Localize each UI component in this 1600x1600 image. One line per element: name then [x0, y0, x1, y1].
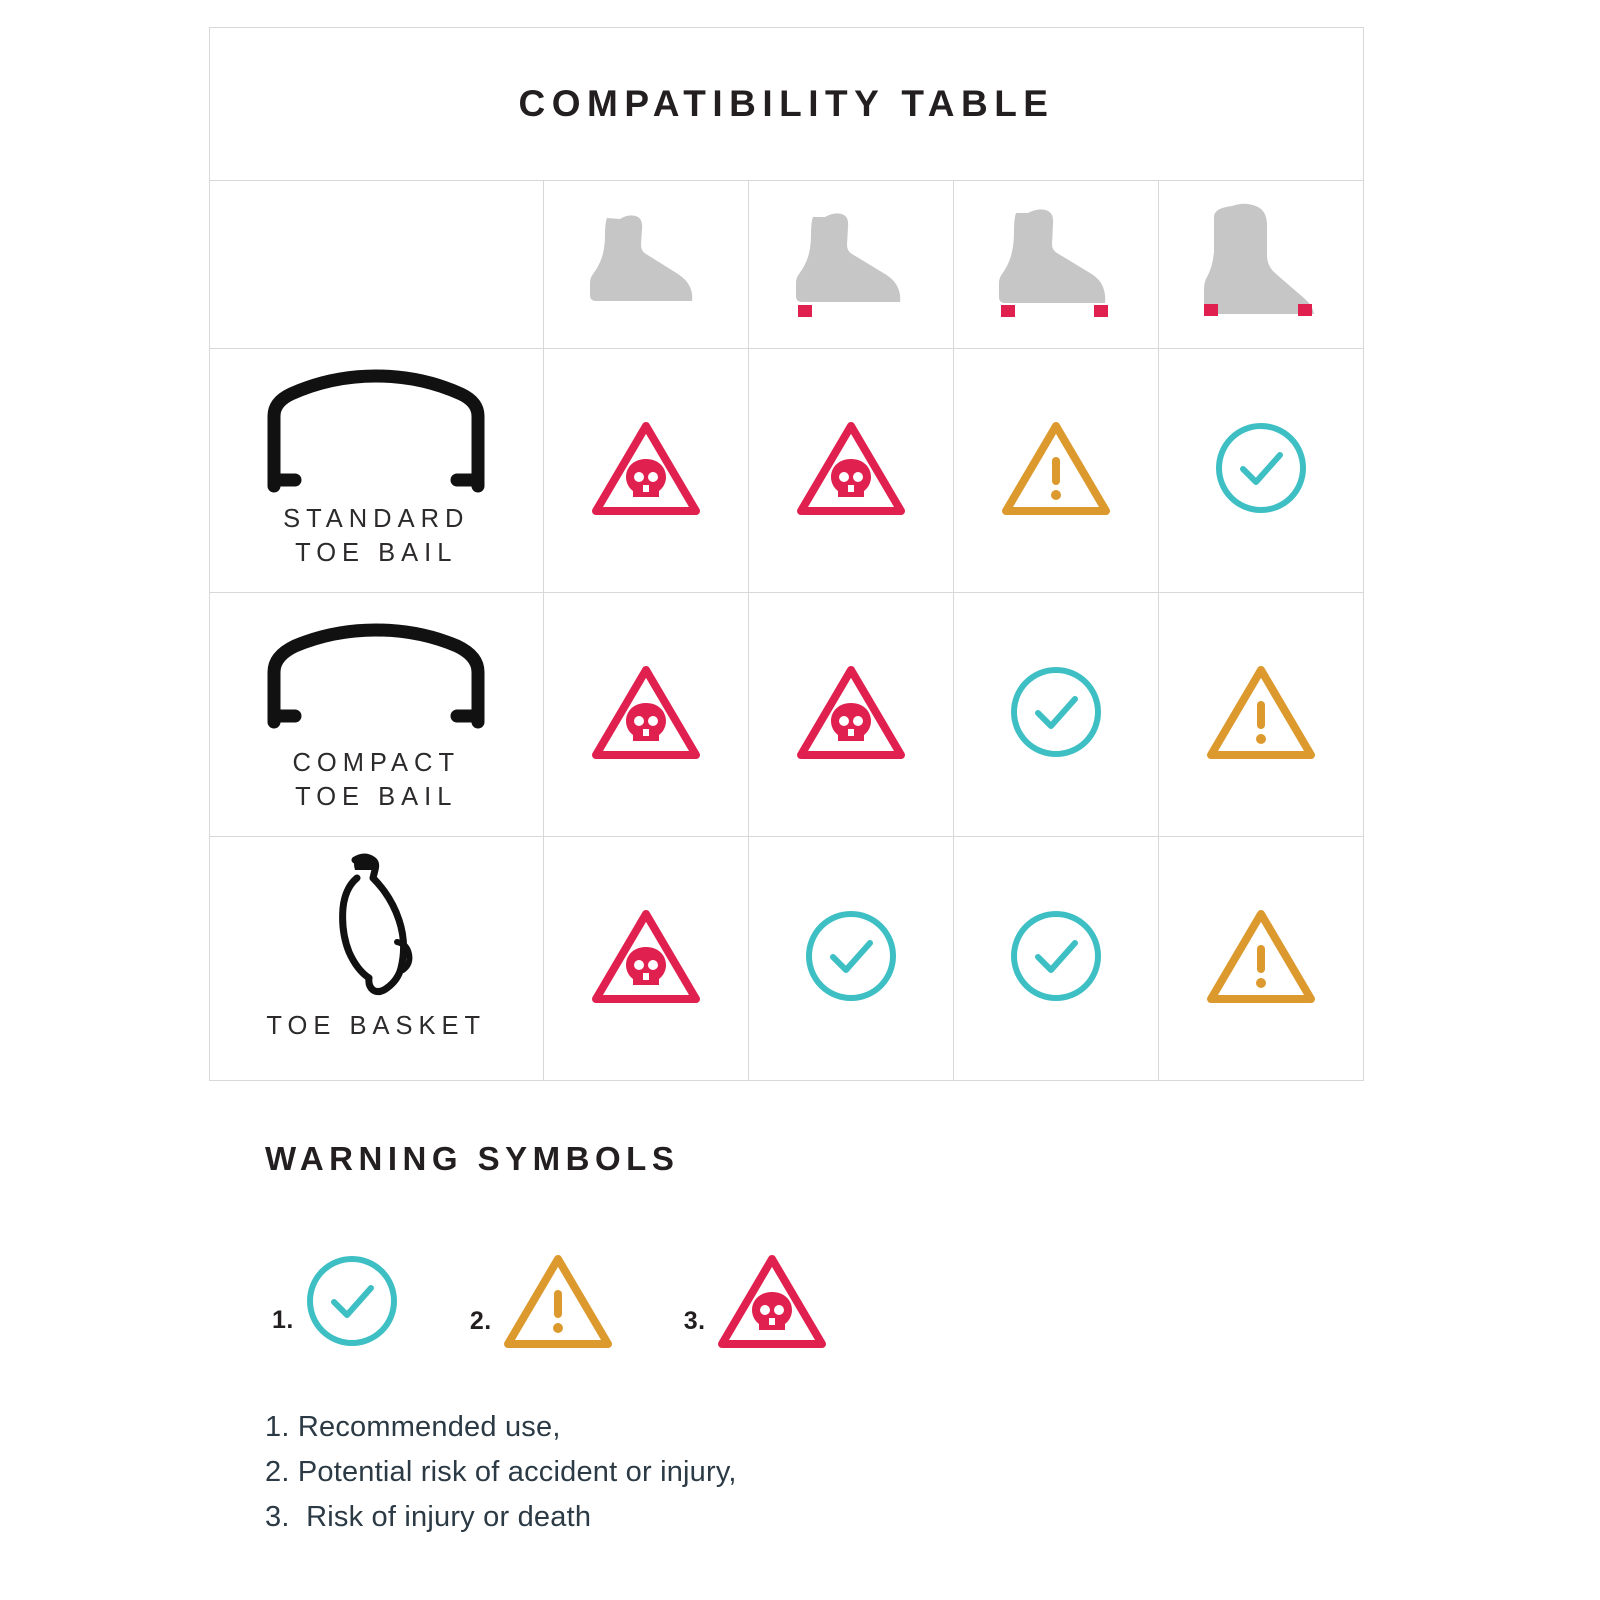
- stiff-boot-toe-and-heel-welt-icon: [986, 205, 1126, 325]
- legend-item-danger: [684, 1252, 828, 1350]
- compatibility-table: [209, 27, 1364, 1081]
- warning-symbols-title: WARNING SYMBOLS: [265, 1140, 680, 1177]
- cell-toe-basket-semi-stiff-boot: [748, 837, 953, 1081]
- boot-column-mountaineering-ski-boot: [1158, 181, 1363, 349]
- status-icon-ok: [1213, 420, 1309, 516]
- legend-note: 3. Risk of injury or death: [265, 1500, 592, 1533]
- mountaineering-ski-boot-icon: [1186, 200, 1336, 330]
- row-header-compact-toe-bail: [210, 593, 543, 837]
- legend-number: 1.: [272, 1306, 294, 1334]
- status-icon-danger: [716, 1252, 828, 1350]
- row-label: STANDARD TOE BAIL: [283, 505, 470, 568]
- boot-column-flexible-hiking-boot: [543, 181, 748, 349]
- cell-toe-basket-flexible-hiking-boot: [543, 837, 748, 1081]
- legend-notes: [265, 1405, 737, 1540]
- row-label: COMPACT TOE BAIL: [292, 749, 461, 812]
- flexible-hiking-boot-icon: [576, 205, 716, 325]
- status-icon-danger: [590, 419, 702, 517]
- boot-column-semi-stiff-boot-heel-welt: [748, 181, 953, 349]
- row-header-standard-toe-bail: [210, 349, 543, 593]
- cell-standard-toe-bail-stiff-boot: [953, 349, 1158, 593]
- toe-welt-marker: [1094, 305, 1108, 317]
- status-icon-danger: [795, 419, 907, 517]
- cell-toe-basket-stiff-boot: [953, 837, 1158, 1081]
- legend-note: 1. Recommended use,: [265, 1411, 561, 1443]
- standard-toe-bail-icon: [261, 363, 491, 498]
- cell-compact-toe-bail-stiff-boot: [953, 593, 1158, 837]
- status-icon-danger: [795, 663, 907, 761]
- status-icon-caution: [1205, 663, 1317, 761]
- cell-compact-toe-bail-mountaineering-ski-boot: [1158, 593, 1363, 837]
- cell-compact-toe-bail-semi-stiff-boot: [748, 593, 953, 837]
- table-row: [210, 837, 1363, 1081]
- legend-number: 2.: [469, 1307, 492, 1335]
- compact-toe-bail-icon: [261, 607, 491, 742]
- legend-note: 2. Potential risk of accident or injury,: [265, 1455, 737, 1488]
- cell-standard-toe-bail-mountaineering-ski-boot: [1158, 349, 1363, 593]
- heel-welt-marker: [1001, 305, 1015, 317]
- row-label: TOE BASKET: [266, 1012, 487, 1040]
- cell-standard-toe-bail-flexible-hiking-boot: [543, 349, 748, 593]
- status-icon-danger: [590, 907, 702, 1005]
- status-icon-danger: [590, 663, 702, 761]
- status-icon-caution: [502, 1252, 614, 1350]
- legend-item-caution: [470, 1252, 614, 1350]
- cell-compact-toe-bail-flexible-hiking-boot: [543, 593, 748, 837]
- table-row: [210, 593, 1363, 837]
- legend-item-recommended: [272, 1253, 400, 1349]
- cell-standard-toe-bail-semi-stiff-boot: [748, 349, 953, 593]
- status-icon-caution: [1205, 907, 1317, 1005]
- heel-welt-marker: [798, 305, 812, 317]
- page-title: COMPATIBILITY TABLE: [518, 83, 1055, 124]
- toe-basket-icon: [311, 851, 441, 1001]
- boot-header-row: [210, 181, 1363, 349]
- empty-corner-cell: [210, 181, 543, 349]
- legend: [272, 1252, 898, 1350]
- cell-toe-basket-mountaineering-ski-boot: [1158, 837, 1363, 1081]
- status-icon-ok: [803, 908, 899, 1004]
- heel-welt-marker: [1204, 304, 1218, 316]
- table-title-row: [210, 28, 1363, 181]
- semi-stiff-boot-heel-welt-icon: [781, 205, 921, 325]
- boot-column-stiff-boot-toe-and-heel-welt: [953, 181, 1158, 349]
- legend-number: 3.: [683, 1307, 706, 1335]
- status-icon-ok: [1008, 908, 1104, 1004]
- status-icon-caution: [1000, 419, 1112, 517]
- status-icon-ok: [1008, 664, 1104, 760]
- toe-welt-marker: [1298, 304, 1312, 316]
- row-header-toe-basket: [210, 837, 543, 1081]
- status-icon-ok: [304, 1253, 400, 1349]
- table-row: [210, 349, 1363, 593]
